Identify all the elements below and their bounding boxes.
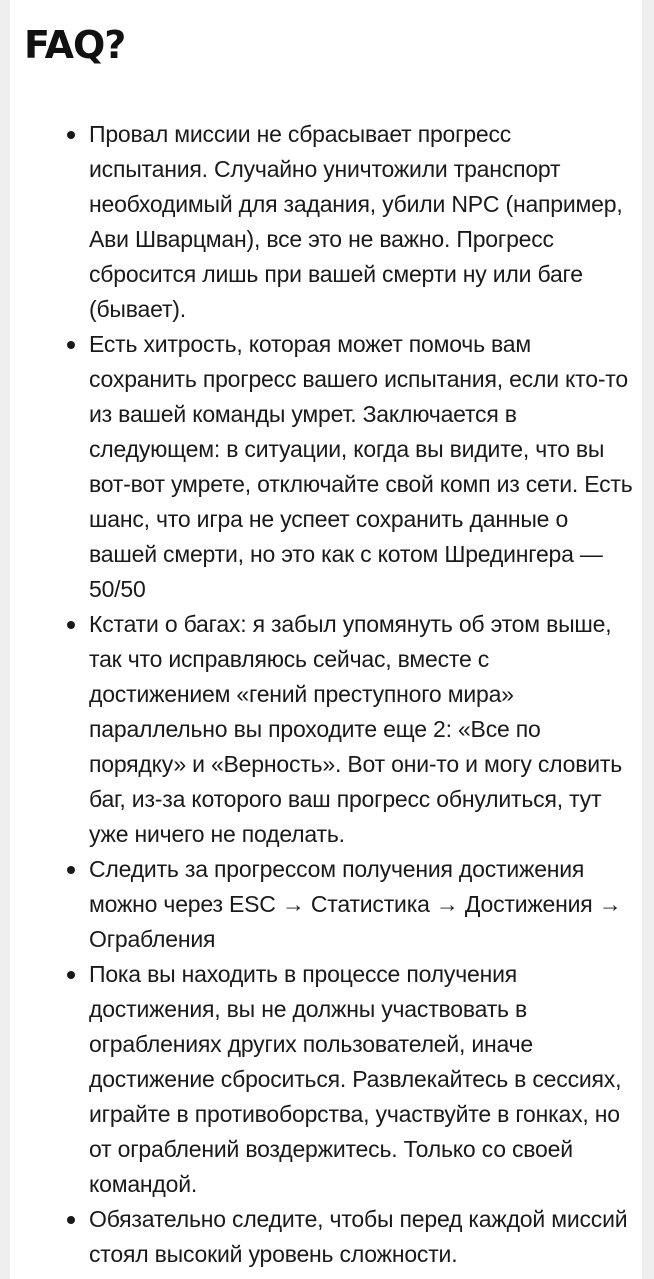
faq-list bbox=[10, 117, 642, 1272]
faq-item-text: Кстати о багах: я забыл упомянуть об этом выше, так что исправляюсь сейчас, вместе с достижением «гений преступного мира» параллельно вы проходите еще 2: «Все по порядку» и «Верность». Вот они-то и могу словить баг, из-за которого ваш прогресс обнулиться, тут уже ничего не поделать. bbox=[89, 611, 623, 847]
faq-item-text: Провал миссии не сбрасывает прогресс испытания. Случайно уничтожили транспорт необходимый для задания, убили NPC (например, Ави Шварцман), все это не важно. Прогресс сбросится лишь при вашей смерти ну или баге (бывает). bbox=[89, 121, 623, 322]
faq-heading: FAQ? bbox=[24, 23, 126, 67]
faq-item-text: Обязательно следите, чтобы перед каждой миссий стоял высокий уровень сложности. bbox=[89, 1206, 628, 1267]
faq-list-item bbox=[10, 1202, 642, 1272]
bullet-icon bbox=[67, 1216, 75, 1224]
bullet-icon bbox=[67, 866, 75, 874]
bullet-icon bbox=[67, 621, 75, 629]
faq-list-item bbox=[10, 607, 642, 852]
faq-list-item bbox=[10, 327, 642, 607]
article-card bbox=[10, 0, 642, 1279]
faq-item-text: Пока вы находить в процессе получения достижения, вы не должны участвовать в ограблениях других пользователей, иначе достижение сброситься. Развлекайтесь в сессиях, играйте в противоборства, участвуйте в гонках, но от ограблений воздержитесь. Только со своей командой. bbox=[89, 961, 622, 1197]
bullet-icon bbox=[67, 971, 75, 979]
faq-item-text: Следить за прогрессом получения достижения можно через ESC → Статистика → Достижения → Ограбления bbox=[89, 856, 622, 952]
bullet-icon bbox=[67, 341, 75, 349]
faq-item-text: Есть хитрость, которая может помочь вам сохранить прогресс вашего испытания, если кто-то из вашей команды умрет. Заключается в следующем: в ситуации, когда вы видите, что вы вот-вот умрете, отключайте свой комп из сети. Есть шанс, что игра не успеет сохранить данные о вашей смерти, но это как с котом Шредингера — 50/50 bbox=[89, 331, 633, 602]
bullet-icon bbox=[67, 131, 75, 139]
faq-list-item bbox=[10, 117, 642, 327]
faq-list-item bbox=[10, 957, 642, 1202]
faq-list-item bbox=[10, 852, 642, 957]
